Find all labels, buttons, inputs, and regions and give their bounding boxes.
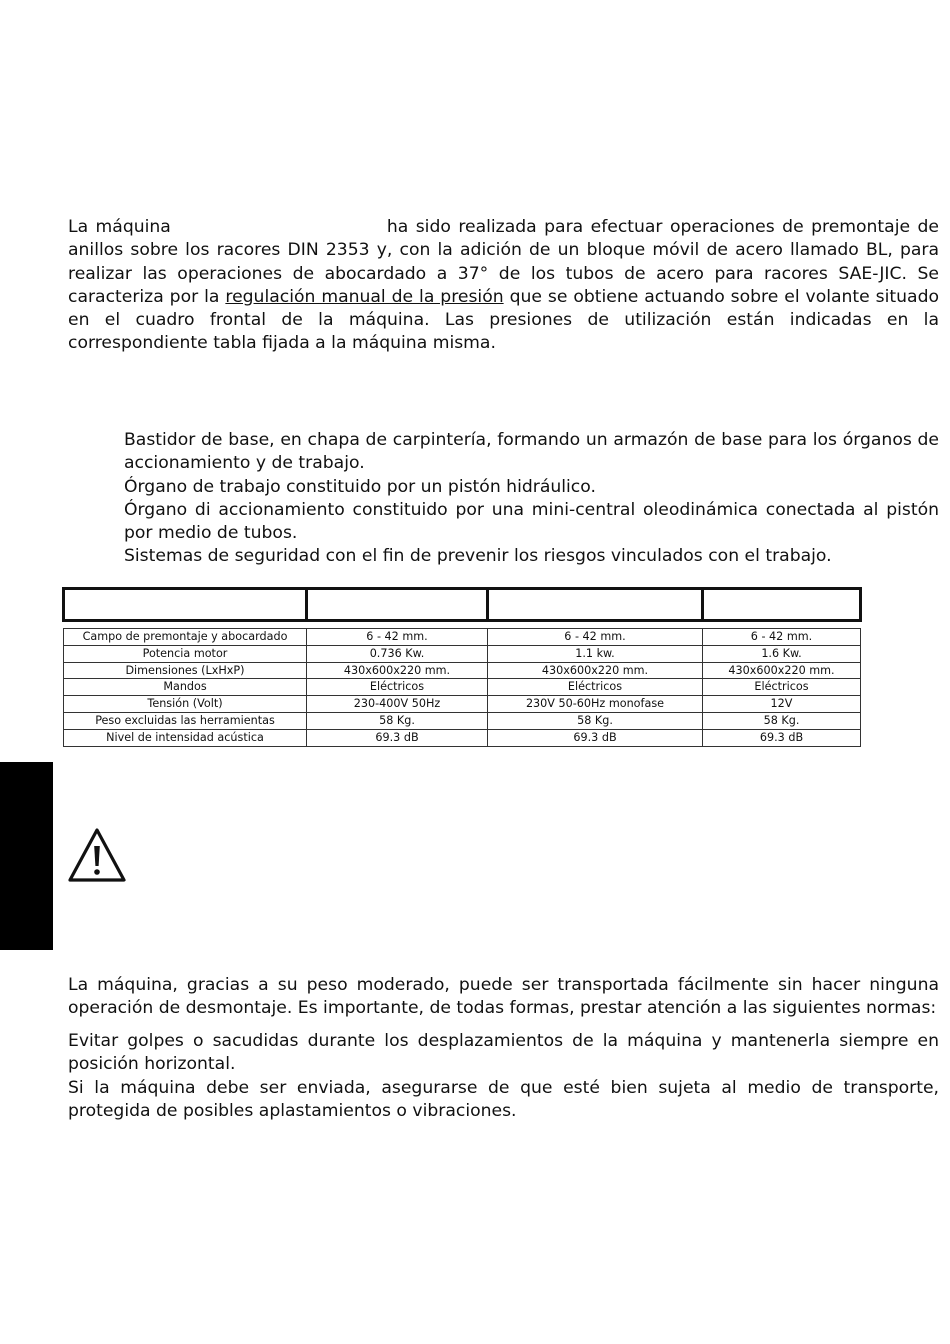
spec-value: 12V — [703, 696, 861, 713]
spec-label: Potencia motor — [64, 645, 307, 662]
transport-rule: Si la máquina debe ser enviada, asegurarse de que esté bien sujeta al medio de transporte, protegida de posibles aplastamientos o vibraciones. — [68, 1077, 939, 1121]
intro-text-end: que se obtiene actuando sobre el volante situado en el cuadro frontal de la máquina. Las presiones de utilización están indicadas en la correspondiente tabla fijada a la máquina misma. — [68, 286, 939, 354]
intro-paragraph — [68, 216, 939, 356]
spec-value: 430x600x220 mm. — [703, 662, 861, 679]
transport-rules — [68, 1030, 939, 1123]
spec-label: Dimensiones (LxHxP) — [64, 662, 307, 679]
component-item: Bastidor de base, en chapa de carpintería, formando un armazón de base para los órganos de accionamiento y de trabajo. — [124, 430, 939, 474]
spec-value: 58 Kg. — [488, 712, 703, 729]
table-row — [64, 629, 861, 646]
table-row — [64, 662, 861, 679]
spec-value: 430x600x220 mm. — [488, 662, 703, 679]
spec-table — [62, 587, 862, 747]
spec-header-cell — [488, 589, 703, 621]
spec-value: 58 Kg. — [703, 712, 861, 729]
spec-label: Campo de premontaje y abocardado — [64, 629, 307, 646]
spec-value: 6 - 42 mm. — [307, 629, 488, 646]
spec-value: 69.3 dB — [703, 729, 861, 746]
manual-pressure-link: regulación manual de la presión — [225, 286, 504, 307]
component-item: Órgano de trabajo constituido por un pistón hidráulico. — [124, 476, 596, 497]
intro-text-body: ha sido realizada para efectuar operaciones de premontaje de anillos sobre los racores DIN 2353 y, con la adición de un bloque móvil de acero llamado BL, para realizar las operaciones de abocardado a 37° de los tubos de acero para racores SAE-JIC. Se caracteriza por la — [68, 217, 939, 307]
table-row — [64, 712, 861, 729]
table-row — [64, 696, 861, 713]
component-item: Órgano di accionamiento constituido por una mini-central oleodinámica conectada al pistón por medio de tubos. — [124, 499, 939, 544]
spec-value: 69.3 dB — [307, 729, 488, 746]
spec-header-cell — [703, 589, 861, 621]
spec-label: Peso excluidas las herramientas — [64, 712, 307, 729]
components-list — [124, 429, 939, 569]
warning-triangle-icon — [66, 826, 128, 884]
spec-value: Eléctricos — [703, 679, 861, 696]
spec-value: 430x600x220 mm. — [307, 662, 488, 679]
spec-value: 58 Kg. — [307, 712, 488, 729]
spec-value: 6 - 42 mm. — [703, 629, 861, 646]
transport-intro-text: La máquina, gracias a su peso moderado, puede ser transportada fácilmente sin hacer ninguna operación de desmontaje. Es importante, de todas formas, prestar atención a las siguientes normas: — [68, 975, 939, 1019]
spec-header-cell — [307, 589, 488, 621]
table-row — [64, 729, 861, 746]
spec-value: Eléctricos — [307, 679, 488, 696]
table-row — [64, 645, 861, 662]
spec-value: 0.736 Kw. — [307, 645, 488, 662]
transport-intro — [68, 974, 939, 1021]
spec-value: 6 - 42 mm. — [488, 629, 703, 646]
intro-text-start: La máquina — [68, 217, 171, 237]
spec-value: 230-400V 50Hz — [307, 696, 488, 713]
spec-value: 1.6 Kw. — [703, 645, 861, 662]
spec-label: Nivel de intensidad acústica — [64, 729, 307, 746]
spec-value: 69.3 dB — [488, 729, 703, 746]
spec-header-cell — [64, 589, 307, 621]
spec-header-row — [64, 589, 861, 621]
section-tab-marker — [0, 762, 53, 950]
component-item: Sistemas de seguridad con el fin de prevenir los riesgos vinculados con el trabajo. — [124, 546, 832, 567]
transport-rule: Evitar golpes o sacudidas durante los desplazamientos de la máquina y mantenerla siempre en posición horizontal. — [68, 1031, 939, 1075]
table-row — [64, 679, 861, 696]
spec-value: Eléctricos — [488, 679, 703, 696]
spec-value: 230V 50-60Hz monofase — [488, 696, 703, 713]
spec-value: 1.1 kw. — [488, 645, 703, 662]
spec-label: Tensión (Volt) — [64, 696, 307, 713]
spec-label: Mandos — [64, 679, 307, 696]
